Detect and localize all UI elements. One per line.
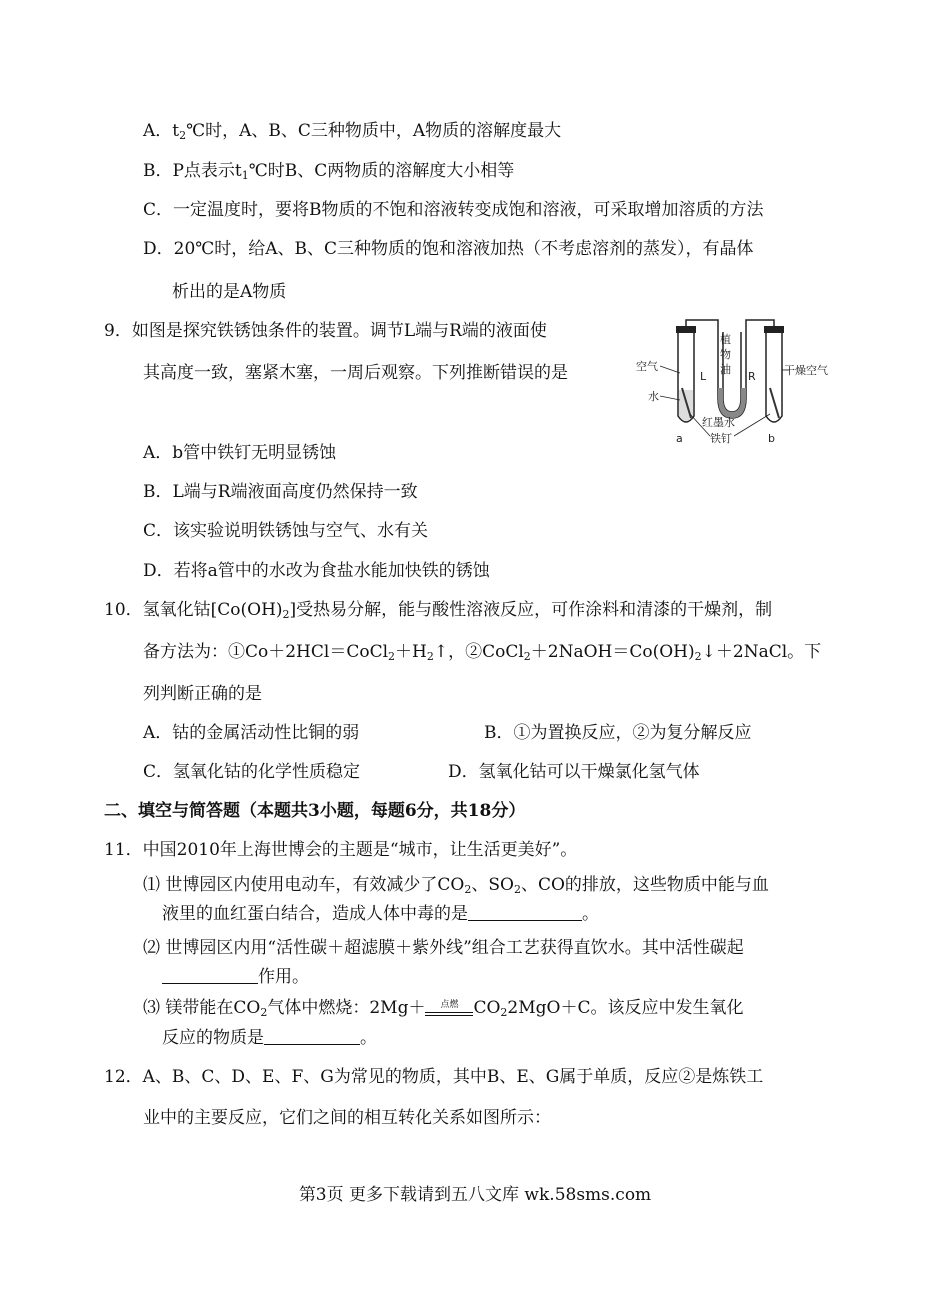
stopper-b [764,326,784,333]
text: 。 [582,904,599,924]
q9-option-a: A．b管中铁钉无明显锈蚀 [143,443,337,463]
q9-option-d: D．若将a管中的水改为食盐水能加快铁的锈蚀 [143,561,490,581]
equation-bars [425,1012,473,1016]
q11-part2-line2 [162,966,309,988]
label-a: a [676,432,683,445]
q11-part3-line2 [162,1027,377,1049]
q8-option-d: D．20℃时，给A、B、C三种物质的饱和溶液加热（不考虑溶剂的蒸发），有晶体 [143,239,754,259]
q11-part1-line2 [162,903,599,925]
condition-label: 点燃 [440,1000,459,1010]
text: 备方法为：①Co＋2HCl＝CoCl [143,642,389,662]
text: 作用。 [258,967,309,987]
subscript: 2 [523,650,531,663]
label-dry-air: 干燥空气 [784,364,828,377]
text: A．t [143,121,180,141]
text: ⑴ 世博园区内使用电动车，有效减少了CO [143,875,465,895]
text: ℃时B、C两物质的溶解度大小相等 [248,161,515,181]
q11-part1-line1 [143,874,769,896]
subscript: 2 [694,650,702,663]
q9-stem-line1: 9．如图是探究铁锈蚀条件的装置。调节L端与R端的液面使 [104,321,547,341]
q11-part3-line1 [143,997,743,1019]
text: ＋H [395,642,427,662]
q10-option-c: C．氢氧化钴的化学性质稳定 [143,762,361,782]
label-L: L [700,370,707,383]
text: ↑，②CoCl [433,642,524,662]
label-water: 水 [648,390,659,403]
q8-option-c: C．一定温度时，要将B物质的不饱和溶液转变成饱和溶液，可采取增加溶质的方法 [143,200,764,220]
label-veg2: 物 [720,348,731,361]
label-air: 空气 [636,360,658,373]
q9-stem-line2: 其高度一致，塞紧木塞，一周后观察。下列推断错误的是 [143,363,568,383]
subscript: 2 [464,883,472,896]
tube-b [766,333,782,422]
text: 气体中燃烧：2Mg＋ [267,998,426,1018]
q10-option-d: D．氢氧化钴可以干燥氯化氢气体 [448,762,700,782]
q8-option-d-cont: 析出的是A物质 [172,282,287,302]
text: 。 [360,1028,377,1048]
ignition-condition [425,1001,473,1016]
text: ＋2NaOH＝Co(OH) [530,642,695,662]
q9-option-b: B．L端与R端液面高度仍然保持一致 [143,482,418,502]
red-ink [718,388,746,418]
text: 10．氢氧化钴[Co(OH) [104,600,283,620]
rust-experiment-figure [634,318,844,453]
page-footer: 第3页 更多下载请到五八文库 wk.58sms.com [298,1185,652,1205]
subscript: 2 [260,1006,268,1019]
text: B．P点表示t [143,161,242,181]
text: ⑶ 镁带能在CO [143,998,261,1018]
label-veg3: 油 [720,363,731,376]
label-R: R [748,370,756,383]
q10-stem-line1 [104,599,772,621]
stopper-a [676,326,696,333]
q11-part2-line1: ⑵ 世博园区内用“活性碳＋超滤膜＋紫外线”组合工艺获得直饮水。其中活性碳起 [143,938,744,958]
subscript: 2 [388,650,396,663]
label-nail: 铁钉 [710,432,732,445]
subscript: 1 [241,169,249,182]
text: ]受热易分解，能与酸性溶液反应，可作涂料和清漆的干燥剂，制 [289,600,773,620]
text: 、SO [471,875,514,895]
q10-option-a: A．钴的金属活动性比铜的弱 [143,723,360,743]
label-red-ink: 红墨水 [702,416,735,429]
text: ↓＋2NaCl。下 [701,642,822,662]
text: 、CO的排放，这些物质中能与血 [520,875,769,895]
q11-intro: 11．中国2010年上海世博会的主题是“城市，让生活更美好”。 [104,840,578,860]
label-veg1: 植 [720,333,731,346]
subscript: 2 [282,608,290,621]
section-2-heading: 二、填空与简答题（本题共3小题，每题6分，共18分） [104,801,526,821]
text: CO [473,998,501,1018]
subscript: 2 [500,1006,508,1019]
q10-stem-line2 [143,641,821,663]
answer-blank-3[interactable] [264,1028,360,1045]
subscript: 2 [179,129,187,142]
answer-blank-1[interactable] [468,904,582,921]
q10-option-b: B．①为置换反应，②为复分解反应 [484,723,752,743]
q8-option-a [143,120,561,142]
q8-option-b [143,160,514,182]
text: ℃时，A、B、C三种物质中，A物质的溶解度最大 [186,121,562,141]
subscript: 2 [426,650,434,663]
subscript: 2 [513,883,521,896]
q9-option-c: C．该实验说明铁锈蚀与空气、水有关 [143,521,429,541]
text: 2MgO＋C。该反应中发生氧化 [507,998,744,1018]
q12-stem-line2: 业中的主要反应，它们之间的相互转化关系如图所示： [143,1108,551,1128]
label-b: b [768,432,775,445]
q12-stem-line1: 12．A、B、C、D、E、F、G为常见的物质，其中B、E、G属于单质，反应②是炼铁工 [104,1067,764,1087]
nail-b [770,388,779,418]
text: 反应的物质是 [162,1028,264,1048]
answer-blank-2[interactable] [162,967,258,984]
q10-stem-line3: 列判断正确的是 [143,684,262,704]
text: 液里的血红蛋白结合，造成人体中毒的是 [162,904,468,924]
